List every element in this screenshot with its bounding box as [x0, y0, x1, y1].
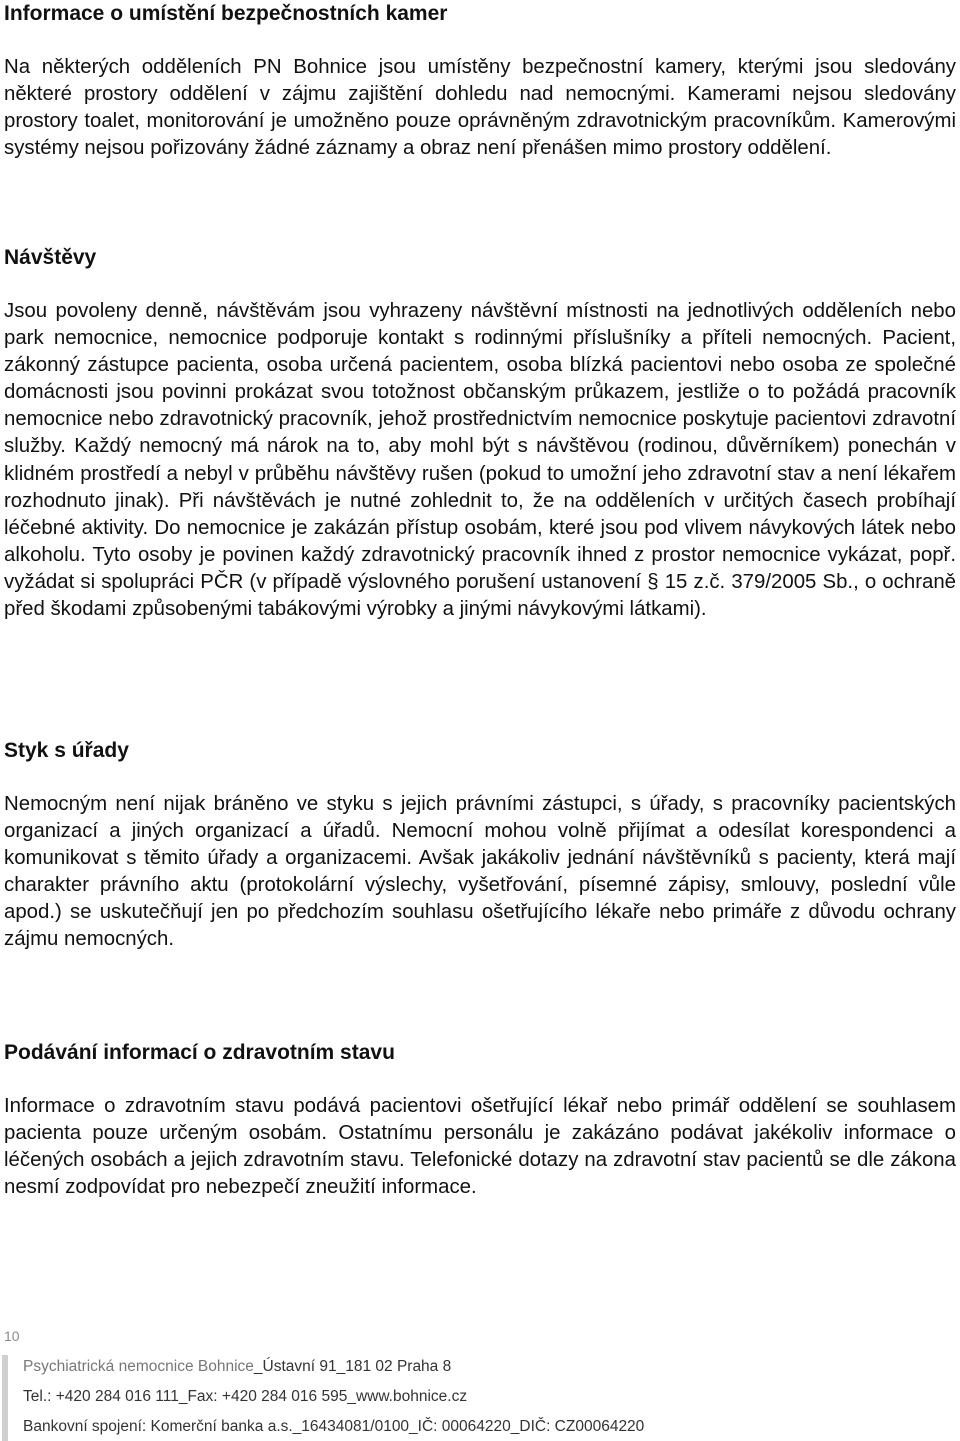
section-heading-offices: Styk s úřady — [4, 739, 129, 762]
section-text-offices: Nemocným není nijak bráněno ve styku s jejich právními zástupci, s úřady, s pracovníky pacientských organizací a jiných organizací a úřadů. Nemocní mohou volně přijímat a odesílat korespondenci a komunikovat s těmito úřady a organizacemi. Avšak jakákoliv jednání návštěvníků s pacienty, která mají charakter právního aktu (protokolární výslechy, vyšetřování, písemné zápisy, smlouvy, poslední vůle apod.) se uskutečňují jen po předchozím souhlasu ošetřujícího lékaře nebo primáře z důvodu ochrany zájmu nemocných. — [4, 793, 956, 951]
section-heading-cameras: Informace o umístění bezpečnostních kamer — [4, 2, 448, 25]
page-number: 10 — [4, 1328, 20, 1344]
section-health-info — [4, 1039, 956, 1201]
footer-hospital-name: Psychiatrická nemocnice Bohnice — [23, 1358, 254, 1375]
footer-address: _Ústavní 91_181 02 Praha 8 — [253, 1358, 452, 1375]
footer-accent-bar — [2, 1355, 8, 1441]
section-offices — [4, 737, 956, 954]
section-text-cameras: Na některých odděleních PN Bohnice jsou umístěny bezpečnostní kamery, kterými jsou sledovány některé prostory oddělení v zájmu zajištění dohledu nad nemocnými. Kamerami nejsou sledovány prostory toalet, monitorování je umožněno pouze oprávněným zdravotnickým pracovníkům. Kamerovými systémy nejsou pořizovány žádné záznamy a obraz není přenášen mimo prostory oddělení. — [4, 56, 956, 160]
section-text-visits: Jsou povoleny denně, návštěvám jsou vyhrazeny návštěvní místnosti na jednotlivých odděleních nebo park nemocnice, nemocnice podporuje kontakt s rodinnými příslušníky a příteli nemocných. Pacient, zákonný zástupce pacienta, osoba určená pacientem, osoba blízká pacientovi nebo osoba ze společné domácnosti jsou povinni prokázat svou totožnost občanským průkazem, jestliže o to požádá pracovník nemocnice nebo zdravotnický pracovník, jehož prostřednictvím nemocnice poskytuje pacientovi zdravotní služby. Každý nemocný má nárok na to, aby mohl být s návštěvou (rodinou, důvěrníkem) ponechán v klidném prostředí a nebyl v průběhu návštěvy rušen (pokud to umožní jeho zdravotní stav a není lékařem rozhodnuto jinak). Při návštěvách je nutné zohlednit to, že na odděleních v určitých časech probíhají léčebné aktivity. Do nemocnice je zakázán přístup osobám, které jsou pod vlivem návykových látek nebo alkoholu. Tyto osoby je povinen každý zdravotnický pracovník ihned z prostor nemocnice vykázat, popř. vyžádat si spolupráci PČR (v případě výslovného porušení ustanovení § 15 z.č. 379/2005 Sb., o ochraně před škodami způsobenými tabákovými výrobky a jinými návykovými látkami). — [4, 300, 956, 621]
section-cameras — [4, 0, 956, 162]
section-text-health-info: Informace o zdravotním stavu podává pacientovi ošetřující lékař nebo primář oddělení se souhlasem pacienta pouze určeným osobám. Ostatnímu personálu je zakázáno podávat jakékoliv informace o léčených osobách a jejich zdravotním stavu. Telefonické dotazy na zdravotní stav pacientů se dle zákona nesmí zodpovídat pro nebezpečí zneužití informace. — [4, 1095, 956, 1199]
footer-contact-line: Tel.: +420 284 016 111_Fax: +420 284 016 595_www.bohnice.cz — [23, 1388, 468, 1405]
footer-bank-line: Bankovní spojení: Komerční banka a.s._16434081/0100_IČ: 00064220_DIČ: CZ00064220 — [23, 1418, 645, 1435]
section-heading-health-info: Podávání informací o zdravotním stavu — [4, 1041, 395, 1064]
footer-address-line — [23, 1358, 451, 1376]
section-heading-visits: Návštěvy — [4, 246, 97, 269]
section-visits — [4, 244, 956, 623]
